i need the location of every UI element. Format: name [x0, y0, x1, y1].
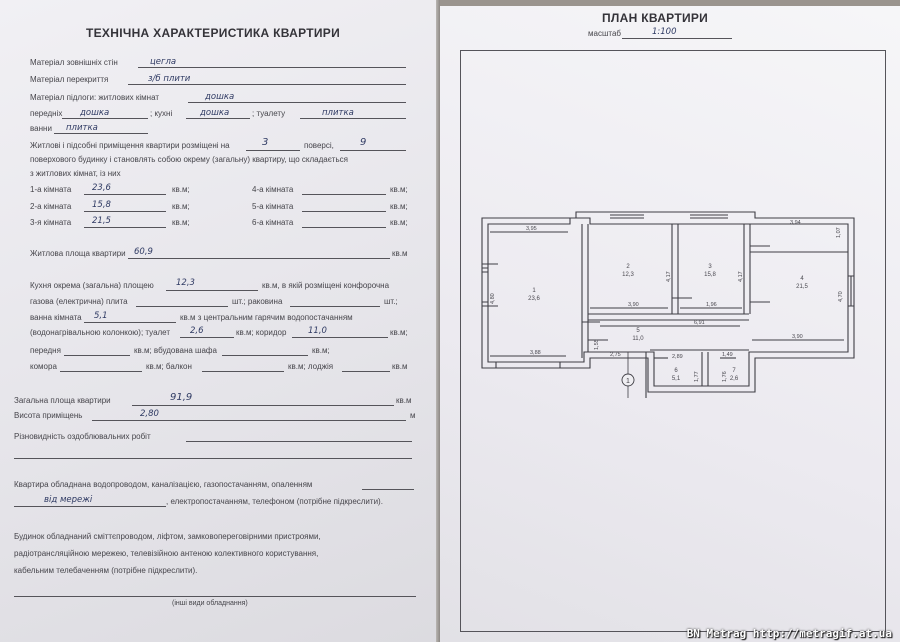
dim-room3-bottom: 1,96 [706, 302, 717, 308]
finishing-label: Різновидність оздоблювальних робіт [14, 432, 151, 441]
equipped-underline [362, 489, 414, 490]
dim-corridor-side: 1,55 [594, 339, 600, 350]
height-value: 2,80 [140, 409, 159, 419]
floors-value: дошка [205, 92, 235, 102]
loggia-underline [342, 371, 390, 372]
dim-bath-width: 2,89 [672, 354, 683, 360]
room-1-area: 23,6 [528, 296, 540, 302]
room-2-label: 2-а кімната [30, 202, 72, 211]
room-5-unit: кв.м; [390, 202, 408, 211]
room-2-value: 15,8 [92, 200, 111, 210]
room-7-area: 2,6 [729, 376, 739, 382]
corridor-underline [292, 337, 388, 338]
dim-right-height: 4,70 [838, 291, 844, 302]
kitchen-area-underline [166, 290, 258, 291]
kitchen-floor-underline [186, 118, 250, 119]
stove-underline [136, 306, 228, 307]
bathroom-label: ванна кімната [30, 313, 82, 322]
dim-right-top: 1,07 [836, 227, 842, 238]
storage-underline [60, 371, 142, 372]
room-4-area: 21,5 [796, 284, 808, 290]
other-equipment-underline [14, 596, 416, 597]
toilet-area-value: 2,6 [190, 326, 204, 336]
bathroom-suffix: кв.м з центральним гарячим водопостачанням [180, 313, 353, 322]
loggia-unit: кв.м [392, 362, 408, 371]
right-page [440, 6, 900, 642]
storeys-value: 9 [360, 137, 367, 148]
left-page [0, 0, 436, 642]
storage-label: комора [30, 362, 57, 371]
dim-corridor-low: 2,75 [610, 352, 621, 358]
height-label: Висота приміщень [14, 411, 83, 420]
total-area-label: Загальна площа квартири [14, 396, 111, 405]
floor-number-value: 3 [262, 137, 269, 148]
watermark: BN Metrag http://metragif.at.ua [686, 627, 892, 640]
room-5-underline [302, 211, 386, 212]
finishing-underline-2 [14, 458, 412, 459]
toilet-floor-value: плитка [322, 108, 354, 118]
bath-floor-underline [54, 133, 148, 134]
building-equipped-2: радіотрансляційною мережею, телевізійною антеною колективного користування, [14, 549, 319, 558]
toilet-floor-label: ; туалету [252, 109, 286, 118]
heating-underline [14, 506, 166, 507]
front-label: передня [30, 346, 61, 355]
room-6-unit: кв.м; [390, 218, 408, 227]
wardrobe-unit: кв.м; [312, 346, 330, 355]
ceilings-underline [128, 84, 406, 85]
total-area-unit: кв.м [396, 396, 412, 405]
dim-top-right: 3,94 [790, 220, 801, 226]
dim-mid-height-1: 4,17 [666, 271, 672, 282]
room-2-area: 12,3 [622, 272, 634, 278]
dim-top-left: 3,95 [526, 226, 537, 232]
dim-bottom-right: 3,90 [792, 334, 803, 340]
hall-underline [62, 118, 148, 119]
plan-title: ПЛАН КВАРТИРИ [602, 11, 709, 25]
room-5-number: 5 [636, 328, 640, 334]
floors-label: Матеріал підлоги: житлових кімнат [30, 93, 160, 102]
sink-unit: шт.; [384, 297, 398, 306]
balcony-underline [202, 371, 284, 372]
corridor-label: кв.м; коридор [236, 328, 287, 337]
floor-label: поверсі, [304, 141, 334, 150]
room-1-unit: кв.м; [172, 185, 190, 194]
bath-floor-label: ванни [30, 124, 52, 133]
room-3-label: 3-я кімната [30, 218, 72, 227]
dim-toilet-width: 1,49 [722, 352, 733, 358]
hall-label: передніх [30, 109, 63, 118]
left-page-title: ТЕХНІЧНА ХАРАКТЕРИСТИКА КВАРТИРИ [86, 26, 341, 40]
room-5-area: 11,0 [632, 336, 644, 342]
height-underline [92, 420, 406, 421]
walls-label: Матеріал зовнішніх стін [30, 58, 118, 67]
room-1-underline [84, 194, 166, 195]
room-6-area: 5,1 [671, 376, 681, 382]
bath-floor-value: плитка [66, 123, 98, 133]
room-2-number: 2 [626, 264, 630, 270]
dim-bottom-left: 3,88 [530, 350, 541, 356]
corridor-value: 11,0 [308, 326, 327, 336]
kitchen-floor-value: дошка [200, 108, 230, 118]
other-equipment-label: (інші види обладнання) [172, 600, 248, 607]
front-underline [64, 355, 130, 356]
room-3-number: 3 [708, 264, 712, 270]
room-1-number: 1 [532, 288, 536, 294]
room-6-number: 6 [674, 368, 678, 374]
height-unit: м [410, 411, 416, 420]
balcony-label: кв.м; балкон [146, 362, 192, 371]
room-4-unit: кв.м; [390, 185, 408, 194]
wardrobe-label: кв.м; вбудована шафа [134, 346, 217, 355]
corridor-unit: кв.м; [390, 328, 408, 337]
room-4-underline [302, 194, 386, 195]
room-3-unit: кв.м; [172, 218, 190, 227]
dim-left-height: 4,80 [490, 293, 496, 304]
kitchen-area-suffix: кв.м, в якій розміщені конфорочна [262, 281, 390, 290]
room-3-value: 21,5 [92, 216, 111, 226]
room-1-value: 23,6 [92, 183, 111, 193]
scale-label: масштаб [588, 29, 621, 38]
building-text: поверхового будинку і становлять собою окрему (загальну) квартиру, що складається [30, 155, 348, 164]
finishing-underline [186, 441, 412, 442]
location-label: Житлові і підсобні приміщення квартири розміщені на [30, 141, 230, 150]
stove-unit: шт.; раковина [232, 297, 283, 306]
heater-label: (водонагрівальною колонкою); туалет [30, 328, 171, 337]
bathroom-value: 5,1 [94, 311, 108, 321]
room-7-number: 7 [732, 368, 736, 374]
living-area-label: Житлова площа квартири [30, 249, 126, 258]
floors-underline [188, 102, 406, 103]
dim-room2-bottom: 3,90 [628, 302, 639, 308]
scale-value: 1:100 [652, 27, 677, 37]
rooms-intro: з житлових кімнат, із них [30, 169, 121, 178]
total-area-value: 91,9 [170, 392, 193, 403]
room-4-number: 4 [800, 276, 804, 282]
walls-underline [138, 67, 406, 68]
floor-number-underline [246, 150, 300, 151]
room-3-underline [84, 227, 166, 228]
entrance-marker-label: 1 [626, 378, 630, 385]
loggia-label: кв.м; лоджія [288, 362, 334, 371]
wardrobe-underline [222, 355, 308, 356]
total-area-underline [132, 405, 394, 406]
dim-bath-height: 1,77 [694, 371, 700, 382]
dim-corridor: 6,91 [694, 320, 705, 326]
ceilings-value: з/б плити [148, 74, 191, 84]
room-5-label: 5-а кімната [252, 202, 294, 211]
room-1-label: 1-а кімната [30, 185, 72, 194]
living-area-underline [128, 258, 390, 259]
equipped-text-2: , електропостачанням, телефоном (потрібне підкреслити). [166, 497, 383, 506]
room-6-label: 6-а кімната [252, 218, 294, 227]
building-equipped-1: Будинок обладнаний сміттєпроводом, ліфтом, замковопереговірними пристроями, [14, 532, 321, 541]
dim-toilet-height: 1,76 [722, 371, 728, 382]
walls-value: цегла [150, 57, 177, 67]
living-area-unit: кв.м [392, 249, 408, 258]
room-2-underline [84, 211, 166, 212]
building-equipped-3: кабельним телебаченням (потрібне підкреслити). [14, 566, 198, 575]
stove-label: газова (електрична) плита [30, 297, 128, 306]
room-4-label: 4-а кімната [252, 185, 294, 194]
toilet-area-underline [180, 337, 234, 338]
heating-value: від мережі [44, 495, 93, 505]
bathroom-underline [84, 322, 176, 323]
kitchen-area-value: 12,3 [176, 278, 195, 288]
living-area-value: 60,9 [134, 247, 153, 257]
dim-mid-height-2: 4,17 [738, 271, 744, 282]
kitchen-area-label: Кухня окрема (загальна) площею [30, 281, 154, 290]
floor-plan [440, 6, 900, 642]
room-2-unit: кв.м; [172, 202, 190, 211]
kitchen-floor-label: ; кухні [150, 109, 173, 118]
room-6-underline [302, 227, 386, 228]
ceilings-label: Матеріал перекриття [30, 75, 109, 84]
toilet-floor-underline [300, 118, 406, 119]
entrance-marker [622, 352, 634, 398]
storeys-underline [340, 150, 406, 151]
hall-value: дошка [80, 108, 110, 118]
equipped-text: Квартира обладнана водопроводом, каналізацією, газопостачанням, опаленням [14, 480, 313, 489]
sink-underline [290, 306, 380, 307]
room-3-area: 15,8 [704, 272, 716, 278]
